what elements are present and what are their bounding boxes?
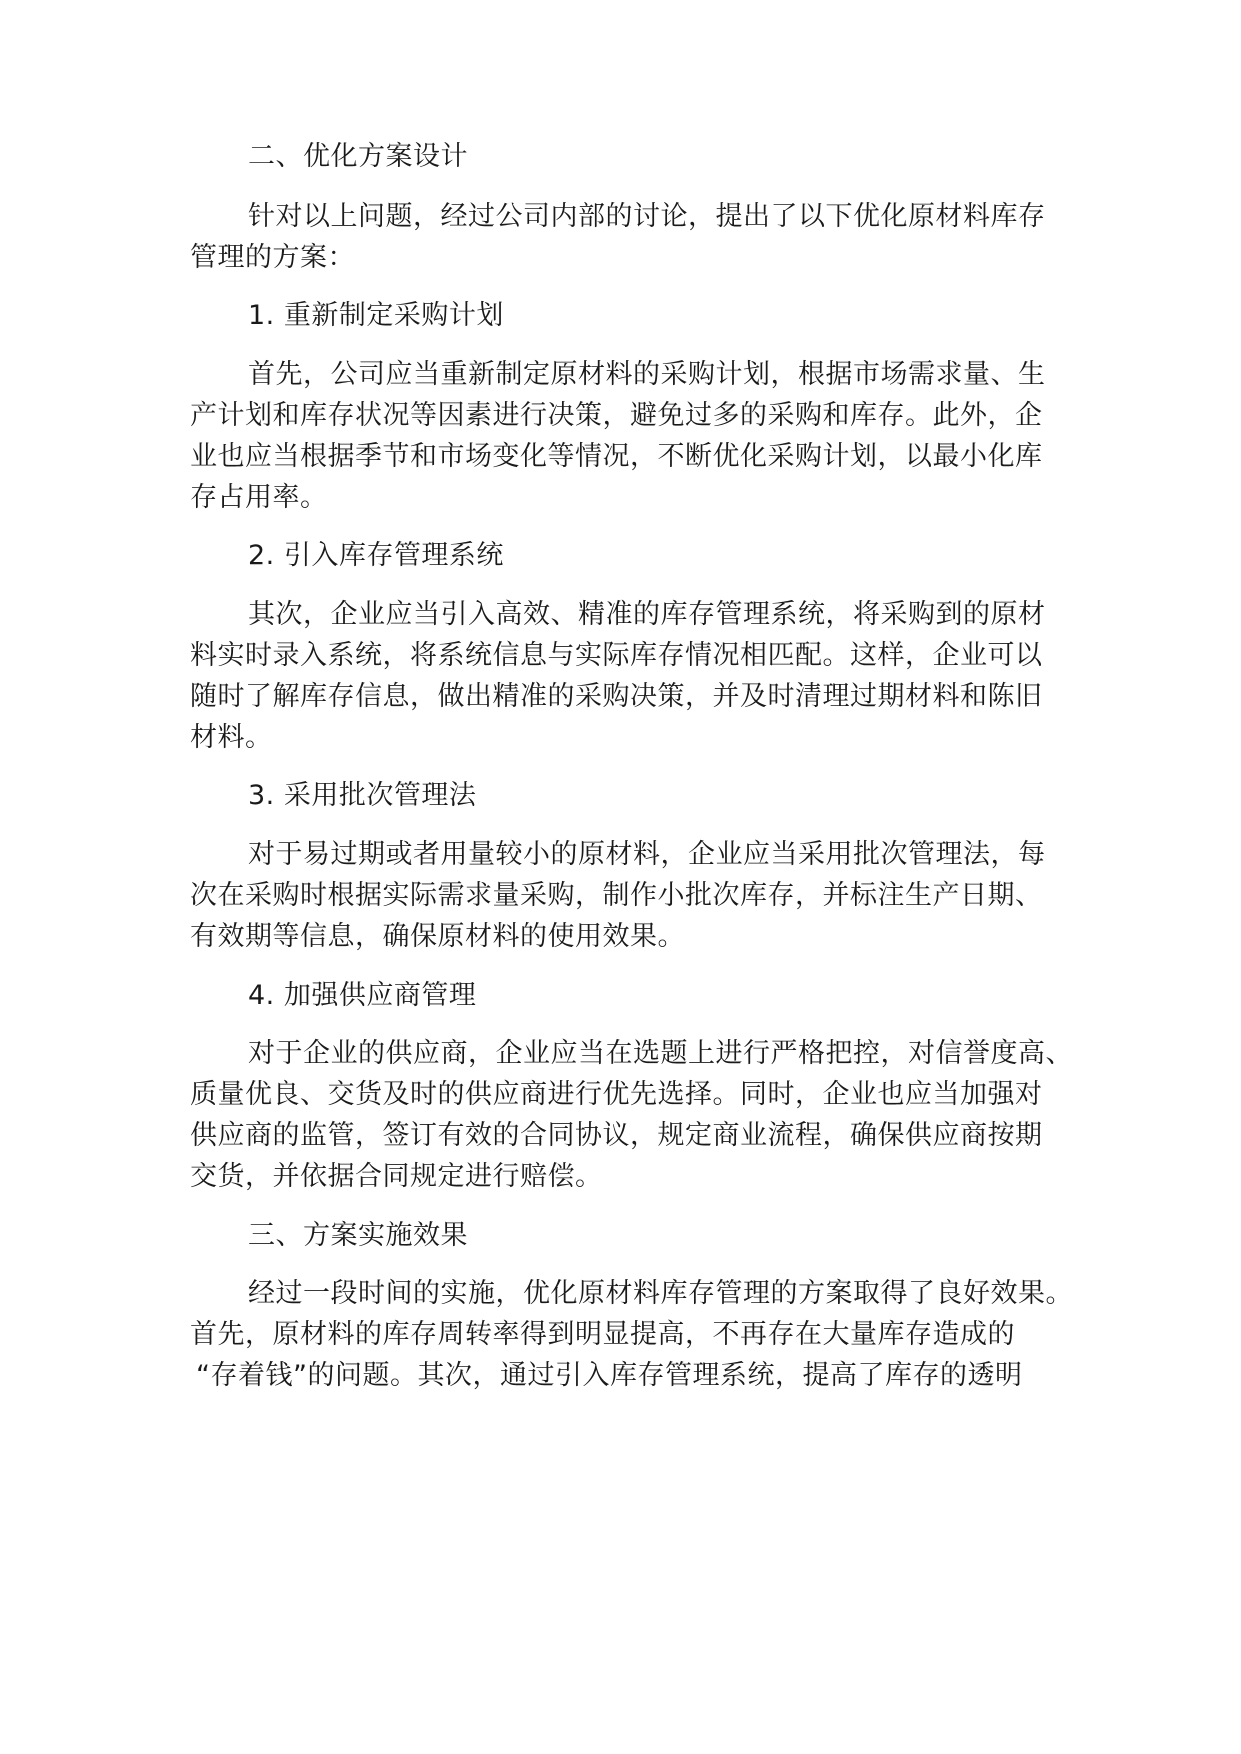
paragraph-line: 其次，企业应当引入高效、精准的库存管理系统，将采购到的原材 (248, 599, 1046, 630)
section-heading-2: 二、优化方案设计 (248, 141, 468, 172)
paragraph-line: 供应商的监管，签订有效的合同协议，规定商业流程，确保供应商按期 (190, 1120, 1043, 1151)
item-3-title: 3. 采用批次管理法 (248, 780, 477, 811)
item-1-title: 1. 重新制定采购计划 (248, 300, 504, 331)
paragraph-line: 管理的方案： (190, 242, 355, 273)
item-4-title: 4. 加强供应商管理 (248, 980, 477, 1011)
paragraph-line: 对于易过期或者用量较小的原材料，企业应当采用批次管理法，每 (248, 839, 1046, 870)
paragraph-line: 对于企业的供应商，企业应当在选题上进行严格把控，对信誉度高、 (248, 1038, 1073, 1069)
paragraph-line: 存占用率。 (190, 482, 328, 513)
paragraph-line: 质量优良、交货及时的供应商进行优先选择。同时，企业也应当加强对 (190, 1079, 1043, 1110)
paragraph-line: 针对以上问题，经过公司内部的讨论，提出了以下优化原材料库存 (248, 201, 1046, 232)
paragraph-line: 业也应当根据季节和市场变化等情况，不断优化采购计划，以最小化库 (190, 441, 1043, 472)
paragraph-line: 次在采购时根据实际需求量采购，制作小批次库存，并标注生产日期、 (190, 880, 1043, 911)
section-heading-3: 三、方案实施效果 (248, 1220, 468, 1251)
paragraph-line: 交货，并依据合同规定进行赔偿。 (190, 1161, 603, 1192)
paragraph-line: 首先，原材料的库存周转率得到明显提高，不再存在大量库存造成的 (190, 1319, 1015, 1350)
paragraph-line: 材料。 (190, 722, 273, 753)
item-2-title: 2. 引入库存管理系统 (248, 540, 504, 571)
paragraph-line: 经过一段时间的实施，优化原材料库存管理的方案取得了良好效果。 (248, 1278, 1073, 1309)
paragraph-line: 有效期等信息，确保原材料的使用效果。 (190, 921, 685, 952)
paragraph-line: 首先，公司应当重新制定原材料的采购计划，根据市场需求量、生 (248, 359, 1046, 390)
paragraph-line: 料实时录入系统，将系统信息与实际库存情况相匹配。这样，企业可以 (190, 640, 1043, 671)
paragraph-line: 产计划和库存状况等因素进行决策，避免过多的采购和库存。此外，企 (190, 400, 1043, 431)
paragraph-line: 随时了解库存信息，做出精准的采购决策，并及时清理过期材料和陈旧 (190, 681, 1043, 712)
paragraph-line: “存着钱”的问题。其次，通过引入库存管理系统，提高了库存的透明 (196, 1360, 1023, 1391)
